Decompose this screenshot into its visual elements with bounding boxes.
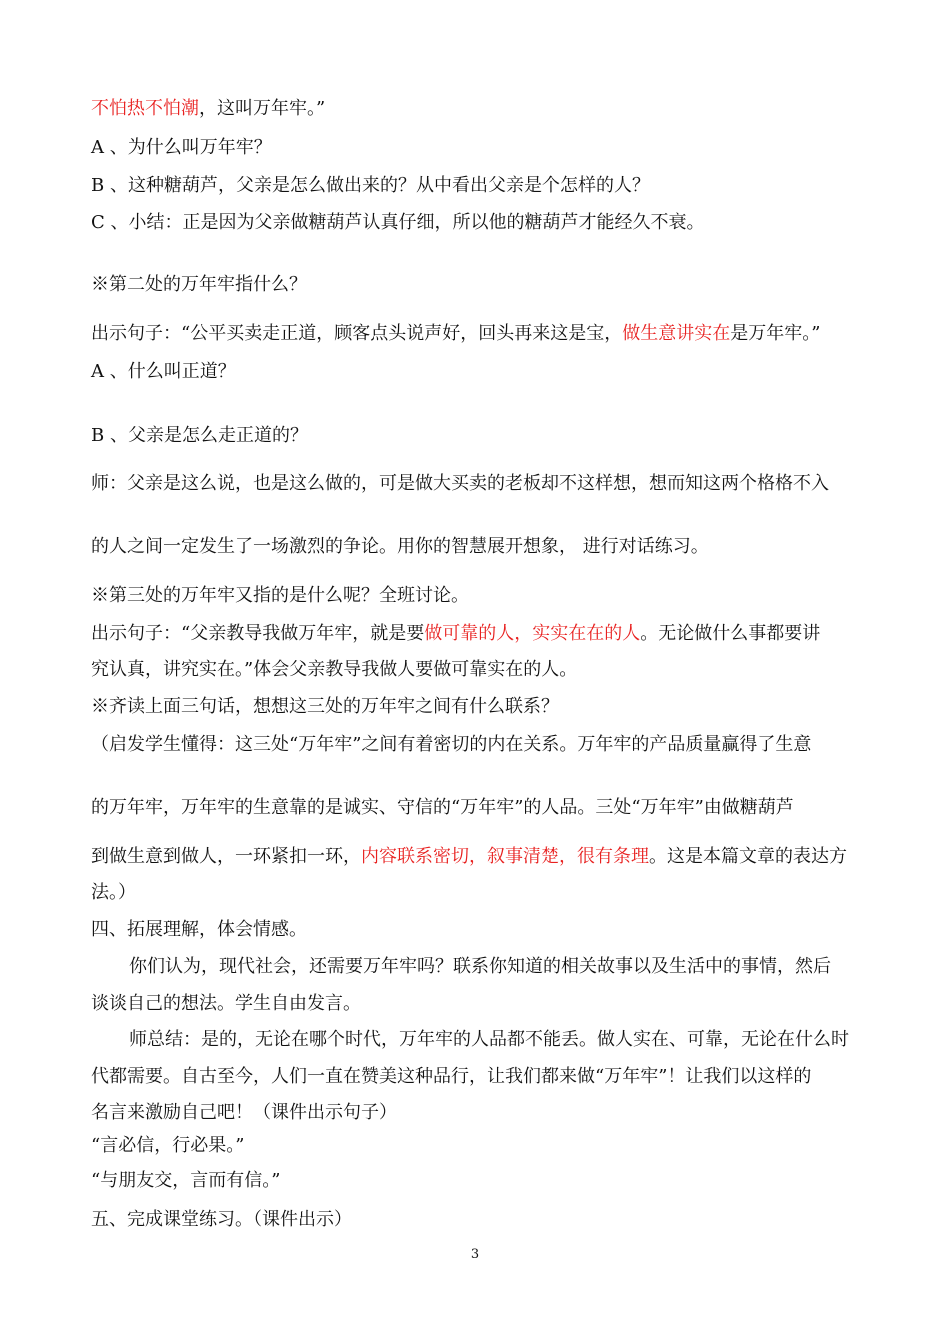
section-heading: 四、拓展理解，体会情感。 <box>91 919 307 940</box>
text-line: A 、为什么叫万年牢？ <box>91 137 272 158</box>
text-line: 究认真，讲究实在。”体会父亲教导我做人要做可靠实在的人。 <box>91 659 578 680</box>
text-line: 的万年牢，万年牢的生意靠的是诚实、守信的“万年牢”的人品。三处“万年牢”由做糖葫芦 <box>91 797 794 818</box>
text-line: 师总结：是的，无论在哪个时代，万年牢的人品都不能丢。做人实在、可靠，无论在什么时 <box>129 1029 849 1050</box>
quote-line: “言必信，行必果。” <box>91 1135 245 1156</box>
text-line: B 、这种糖葫芦，父亲是怎么做出来的？从中看出父亲是个怎样的人？ <box>91 175 650 196</box>
text-run: 到做生意到做人，一环紧扣一环， <box>91 846 361 867</box>
text-line <box>91 622 860 646</box>
text-run: 是万年牢。” <box>730 323 821 344</box>
text-line: 你们认为，现代社会，还需要万年牢吗？联系你知道的相关故事以及生活中的事情，然后 <box>129 956 831 977</box>
text-line: ※第三处的万年牢又指的是什么呢？全班讨论。 <box>91 585 469 606</box>
text-line: 代都需要。自古至今，人们一直在赞美这种品行，让我们都来做“万年牢”！让我们以这样的 <box>91 1066 812 1087</box>
text-line <box>91 97 860 121</box>
section-heading: 五、完成课堂练习。（课件出示） <box>91 1209 352 1230</box>
text-run: 出示句子：“公平买卖走正道，顾客点头说声好，回头再来这是宝， <box>91 323 623 344</box>
text-line: 名言来激励自己吧！（课件出示句子） <box>91 1102 397 1123</box>
text-line: （启发学生懂得：这三处“万年牢”之间有着密切的内在关系。万年牢的产品质量赢得了生意 <box>91 734 812 755</box>
highlighted-text: 内容联系密切，叙事清楚，很有条理 <box>361 846 649 867</box>
text-line: 谈谈自己的想法。学生自由发言。 <box>91 993 361 1014</box>
text-line: B 、父亲是怎么走正道的？ <box>91 425 308 446</box>
highlighted-text: 做可靠的人，实实在在的人 <box>424 623 641 644</box>
page-number: 3 <box>470 1247 480 1262</box>
text-line: 法。） <box>91 882 136 903</box>
text-line <box>91 845 860 869</box>
text-run: 出示句子：“父亲教导我做万年牢，就是要 <box>91 623 425 644</box>
text-run: 。这是本篇文章的表达方 <box>649 846 847 867</box>
highlighted-text: 不怕热不怕潮 <box>91 98 199 119</box>
quote-line: “与朋友交，言而有信。” <box>91 1170 281 1191</box>
text-line <box>91 322 860 346</box>
highlighted-text: 做生意讲实在 <box>622 323 731 344</box>
text-line: A 、什么叫正道？ <box>91 361 236 382</box>
text-line: 师：父亲是这么说，也是这么做的，可是做大买卖的老板却不这样想，想而知这两个格格不入 <box>91 473 829 494</box>
text-line: ※第二处的万年牢指什么？ <box>91 274 307 295</box>
text-line: 的人之间一定发生了一场激烈的争论。用你的智慧展开想象， 进行对话练习。 <box>91 536 709 557</box>
text-line: ※齐读上面三句话，想想这三处的万年牢之间有什么联系？ <box>91 696 559 717</box>
text-run: ，这叫万年牢。” <box>199 98 326 119</box>
text-line: C 、小结：正是因为父亲做糖葫芦认真仔细，所以他的糖葫芦才能经久不衰。 <box>91 212 705 233</box>
text-run: 。无论做什么事都要讲 <box>640 623 821 644</box>
